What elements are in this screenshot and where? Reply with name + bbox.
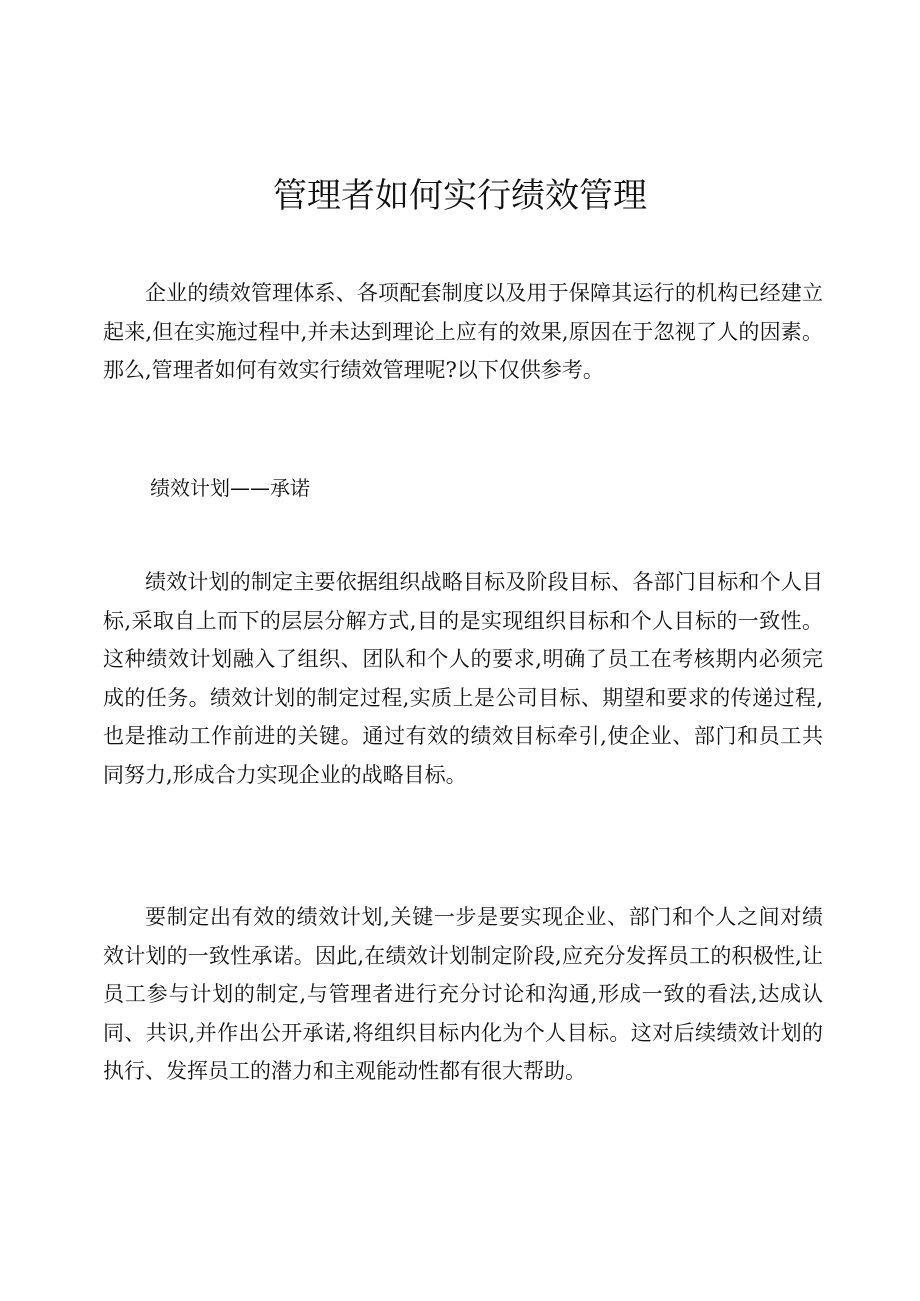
section-heading: 绩效计划——承诺 — [150, 476, 310, 500]
page-title: 管理者如何实行绩效管理 — [273, 176, 647, 216]
body-paragraph-2: 要制定出有效的绩效计划,关键一步是要实现企业、部门和个人之间对绩效计划的一致性承诺。因此,在绩效计划制定阶段,应充分发挥员工的积极性,让员工参与计划的制定,与管理者进行充分讨论和沟通,形成一致的看法,达成认同、共识,并作出公开承诺,将组织目标内化为个人目标。这对后续绩效计划的执行、发挥员工的潜力和主观能动性都有很大帮助。 — [103, 905, 823, 1083]
body-paragraph-1: 绩效计划的制定主要依据组织战略目标及阶段目标、各部门目标和个人目标,采取自上而下的层层分解方式,目的是实现组织目标和个人目标的一致性。这种绩效计划融入了组织、团队和个人的要求,明确了员工在考核期内必须完成的任务。绩效计划的制定过程,实质上是公司目标、期望和要求的传递过程,也是推动工作前进的关键。通过有效的绩效目标牵引,使企业、部门和员工共同努力,形成合力实现企业的战略目标。 — [103, 570, 823, 787]
intro-paragraph: 企业的绩效管理体系、各项配套制度以及用于保障其运行的机构已经建立起来,但在实施过程中,并未达到理论上应有的效果,原因在于忽视了人的因素。那么,管理者如何有效实行绩效管理呢?以下仅供参考。 — [103, 281, 823, 382]
